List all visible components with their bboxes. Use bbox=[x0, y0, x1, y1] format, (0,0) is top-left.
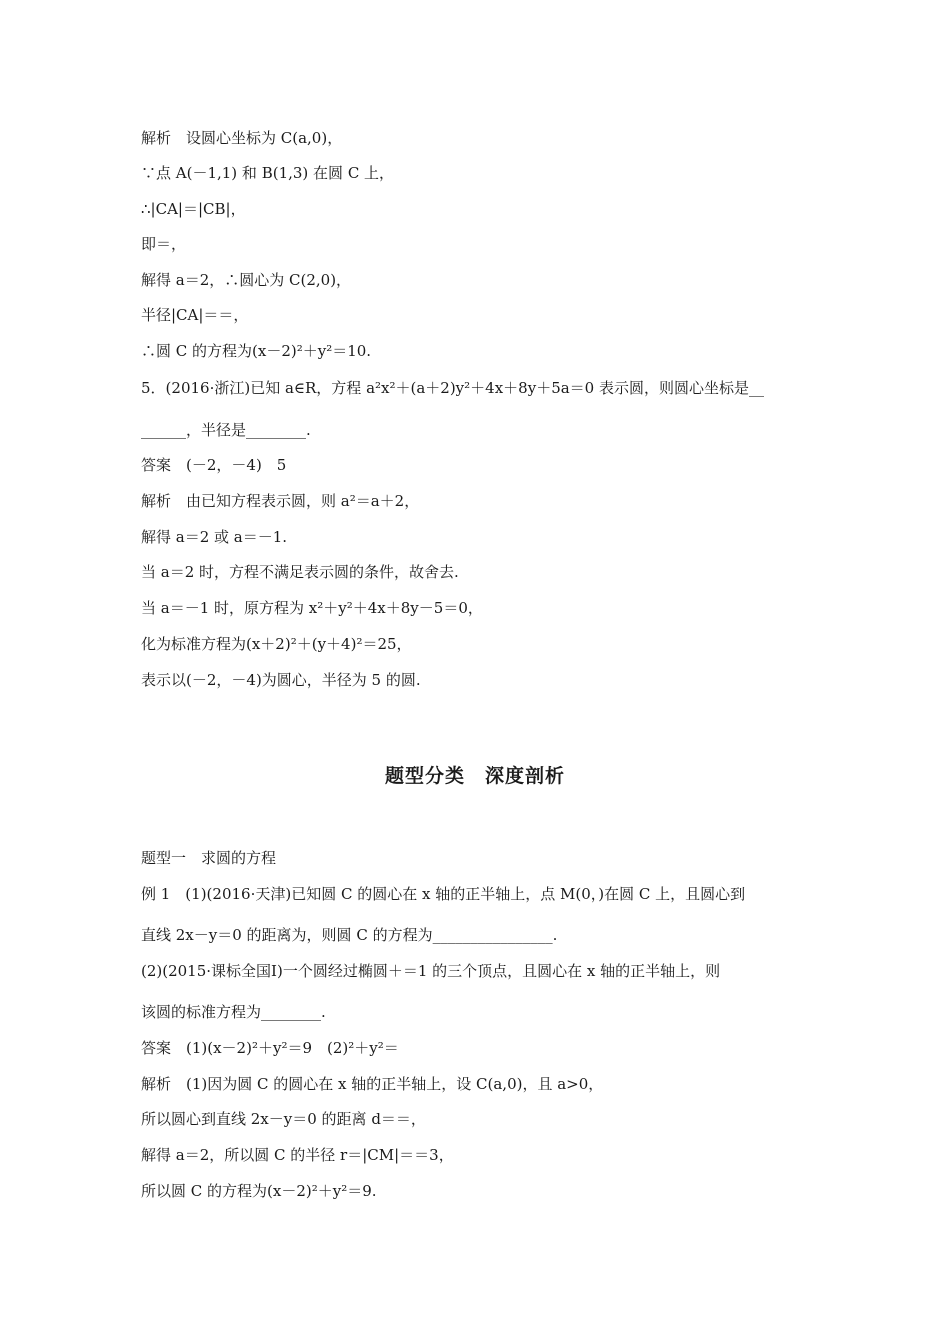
text-line: (2)(2015·课标全国Ⅰ)一个圆经过椭圆＋＝1 的三个顶点，且圆心在 x 轴的正半轴上，则 bbox=[141, 962, 721, 980]
text-line: 化为标准方程为(x＋2)²＋(y＋4)²＝25， bbox=[141, 635, 412, 653]
example-1-line: 例 1 (1)(2016·天津)已知圆 C 的圆心在 x 轴的正半轴上，点 M(0，)在圆 C 上，且圆心到 bbox=[141, 885, 746, 903]
text-line: 当 a＝2 时，方程不满足表示圆的条件，故舍去. bbox=[141, 563, 459, 581]
text-line: ∵点 A(－1,1) 和 B(1,3) 在圆 C 上， bbox=[141, 164, 395, 182]
text-line: 解析 (1)因为圆 C 的圆心在 x 轴的正半轴上，设 C(a,0)，且 a>0， bbox=[141, 1075, 604, 1093]
topic-title: 题型一 求圆的方程 bbox=[141, 849, 277, 867]
section-heading: 题型分类 深度剖析 bbox=[384, 765, 565, 787]
text-line: 表示以(－2，－4)为圆心，半径为 5 的圆. bbox=[141, 671, 421, 689]
text-line: 直线 2x－y＝0 的距离为，则圆 C 的方程为________________. bbox=[141, 926, 558, 944]
text-line: 所以圆 C 的方程为(x－2)²＋y²＝9. bbox=[141, 1182, 377, 1200]
text-line: 解析 由已知方程表示圆，则 a²＝a＋2， bbox=[141, 492, 420, 510]
answer-line: 答案 (－2，－4) 5 bbox=[141, 456, 287, 474]
text-line: ∴|CA|＝|CB|， bbox=[141, 200, 246, 218]
text-line: ______，半径是________. bbox=[141, 421, 311, 439]
answer-line: 答案 (1)(x－2)²＋y²＝9 (2)²＋y²＝ bbox=[141, 1039, 399, 1057]
text-line: 解得 a＝2，∴圆心为 C(2,0)， bbox=[141, 271, 352, 289]
text-line: 解得 a＝2，所以圆 C 的半径 r＝|CM|＝＝3， bbox=[141, 1146, 454, 1164]
text-line: ∴圆 C 的方程为(x－2)²＋y²＝10. bbox=[141, 342, 372, 360]
text-line: 半径|CA|＝＝， bbox=[141, 306, 249, 324]
text-line: 所以圆心到直线 2x－y＝0 的距离 d＝＝， bbox=[141, 1110, 426, 1128]
problem-5-line: 5．(2016·浙江)已知 a∈R，方程 a²x²＋(a＋2)y²＋4x＋8y＋5a＝0 表示圆，则圆心坐标是__ bbox=[141, 379, 764, 397]
text-line: 解析 设圆心坐标为 C(a,0)， bbox=[141, 129, 343, 147]
text-line: 当 a＝－1 时，原方程为 x²＋y²＋4x＋8y－5＝0， bbox=[141, 599, 483, 617]
text-line: 解得 a＝2 或 a＝－1. bbox=[141, 528, 288, 546]
text-line: 即＝， bbox=[141, 235, 187, 253]
text-line: 该圆的标准方程为________. bbox=[141, 1003, 326, 1021]
